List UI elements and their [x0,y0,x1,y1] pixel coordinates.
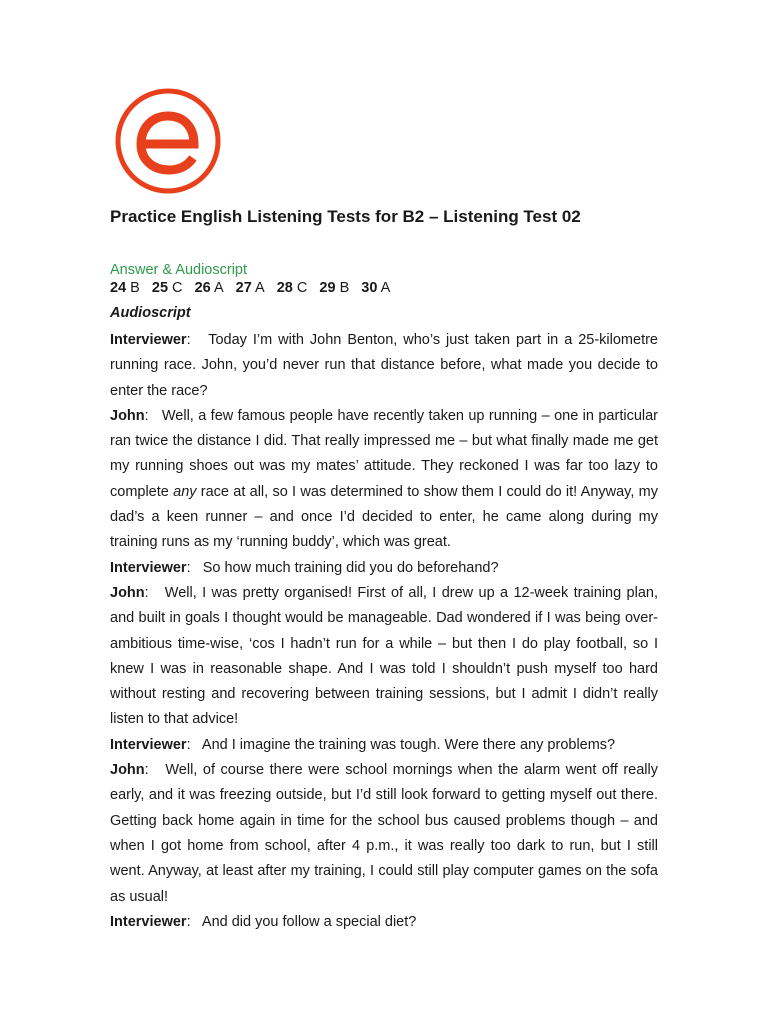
audioscript-body [110,328,658,935]
answer-key [110,280,398,296]
script-text: Today I’m with John Benton, who’s just taken part in a 25-kilometre running race. John, you’d never run that distance before, what made you decide to enter the race? [110,332,658,399]
script-line: Interviewer: And did you follow a special diet? [110,913,417,930]
speaker-name: John [110,762,145,779]
answer-item: 28 C [276,280,308,296]
script-line: John: Well, a few famous people have recently taken up running – one in particular ran twice the distance I did. That really impressed me – but what finally made me get my running shoes out was my mates’ attitude. They reckoned I was far too lazy to complete any race at all, so I was determined to show them I could do it! Anyway, my dad’s a keen runner – and once I’d decided to enter, he came along during my training runs as my ‘running buddy’, which was great. [110,407,658,551]
script-line: John: Well, of course there were school mornings when the alarm went off really early, and it was freezing outside, but I’d still look forward to getting myself out there. Getting back home again in time for the school bus caused problems though – and when I got home from school, after 4 p.m., it was really too dark to run, but I still went. Anyway, at least after my training, I could still play computer games on the sofa as usual! [110,762,658,905]
speaker-name: Interviewer [110,559,187,576]
page-title: Practice English Listening Tests for B2 – Listening Test 02 [110,207,581,226]
script-text: And I imagine the training was tough. Were there any problems? [201,736,616,753]
audioscript-heading: Audioscript [110,305,191,321]
script-text: Well, a few famous people have recently taken up running – one in particular ran twice the distance I did. That really impressed me – but what finally made me get my running shoes out was my mates’ attitude. They reckoned I was far too lazy to complete [110,407,658,500]
speaker-name: Interviewer [110,332,187,348]
answer-item: 26 A [194,280,224,296]
script-text: And did you follow a special diet? [201,913,417,930]
answer-item: 24 B [110,280,140,296]
answer-heading: Answer & Audioscript [110,262,248,278]
speaker-name: Interviewer [110,736,187,753]
answer-item: 25 C [151,280,183,296]
speaker-name: Interviewer [110,913,187,930]
answer-item: 27 A [235,280,265,296]
script-text: Well, of course there were school mornings when the alarm went off really early, and it was freezing outside, but I’d still look forward to getting myself out there. Getting back home again in time for the school bus caused problems though – and when I got home from school, after 4 p.m., it was really too dark to run, but I still went. Anyway, at least after my training, I could still play computer games on the sofa as usual! [110,762,658,905]
script-emphasis: any [173,483,197,500]
speaker-name: John [110,407,145,424]
script-text: race at all, so I was determined to show them I could do it! Anyway, my dad’s a keen runner – and once I’d decided to enter, he came along during my training runs as my ‘running buddy’, which was great. [110,483,658,551]
script-line: Interviewer: And I imagine the training was tough. Were there any problems? [110,736,616,753]
script-text: Well, I was pretty organised! First of all, I drew up a 12-week training plan, and built in goals I thought would be manageable. Dad wondered if I was being over-ambitious time-wise, ‘cos I hadn’t run for a while – but then I do play football, so I knew I was in reasonable shape. And I was told I shouldn’t push myself too hard without resting and recovering between training sessions, but I admit I didn’t really listen to that advice! [110,584,658,728]
e-logo-icon [112,88,224,194]
script-line: Interviewer: So how much training did you do beforehand? [110,559,499,576]
script-line: John: Well, I was pretty organised! First of all, I drew up a 12-week training plan, and built in goals I thought would be manageable. Dad wondered if I was being over-ambitious time-wise, ‘cos I hadn’t run for a while – but then I do play football, so I knew I was in reasonable shape. And I was told I shouldn’t push myself too hard without resting and recovering between training sessions, but I admit I didn’t really listen to that advice! [110,584,658,728]
answer-item: 29 B [319,280,350,296]
speaker-name: John [110,584,145,601]
script-text: So how much training did you do beforehand? [202,559,499,576]
script-line: Interviewer: Today I’m with John Benton, who’s just taken part in a 25-kilometre running race. John, you’d never run that distance before, what made you decide to enter the race? [110,332,658,399]
answer-item: 30 A [361,280,391,296]
